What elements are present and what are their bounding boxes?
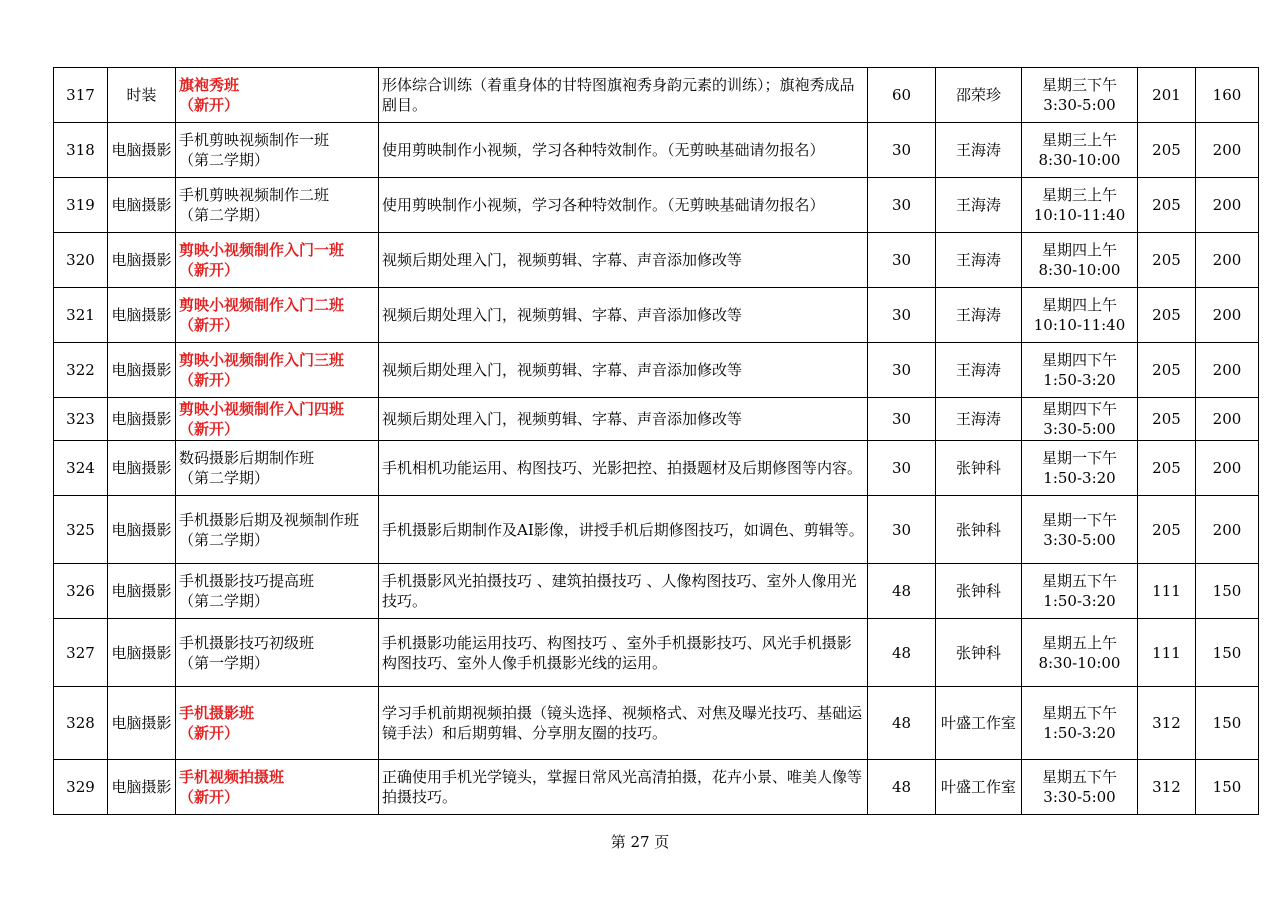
course-number: 318 xyxy=(54,123,108,178)
course-fee: 200 xyxy=(1196,343,1259,398)
course-name-sub: （新开） xyxy=(179,788,240,806)
course-hours: 48 xyxy=(868,687,936,760)
course-schedule xyxy=(1022,687,1138,760)
table-row xyxy=(54,233,1259,288)
course-name-title: 旗袍秀班 xyxy=(179,76,240,94)
course-category: 电脑摄影 xyxy=(108,343,176,398)
course-category: 电脑摄影 xyxy=(108,441,176,496)
schedule-time: 1:50-3:20 xyxy=(1043,724,1116,742)
course-teacher: 张钟科 xyxy=(936,496,1022,564)
course-description: 学习手机前期视频拍摄（镜头选择、视频格式、对焦及曝光技巧、基础运镜手法）和后期剪辑、分享朋友圈的技巧。 xyxy=(379,687,868,760)
course-category: 电脑摄影 xyxy=(108,619,176,687)
course-name-title: 剪映小视频制作入门二班 xyxy=(179,296,345,314)
table-row xyxy=(54,343,1259,398)
course-hours: 48 xyxy=(868,760,936,815)
schedule-time: 10:10-11:40 xyxy=(1033,316,1126,334)
course-teacher: 王海涛 xyxy=(936,233,1022,288)
course-name xyxy=(176,496,379,564)
course-number: 326 xyxy=(54,564,108,619)
course-hours: 30 xyxy=(868,178,936,233)
course-name-title: 手机视频拍摄班 xyxy=(179,768,285,786)
schedule-day: 星期五下午 xyxy=(1041,768,1117,786)
course-name-sub: （新开） xyxy=(179,420,240,438)
course-description: 视频后期处理入门，视频剪辑、字幕、声音添加修改等 xyxy=(379,288,868,343)
course-name-sub: （新开） xyxy=(179,371,240,389)
course-category: 时装 xyxy=(108,68,176,123)
course-name xyxy=(176,441,379,496)
course-hours: 48 xyxy=(868,564,936,619)
course-teacher: 叶盛工作室 xyxy=(936,687,1022,760)
course-teacher: 王海涛 xyxy=(936,288,1022,343)
course-teacher: 王海涛 xyxy=(936,123,1022,178)
course-fee: 200 xyxy=(1196,123,1259,178)
course-description: 使用剪映制作小视频，学习各种特效制作。（无剪映基础请勿报名） xyxy=(379,123,868,178)
course-schedule xyxy=(1022,564,1138,619)
course-number: 319 xyxy=(54,178,108,233)
course-teacher: 王海涛 xyxy=(936,343,1022,398)
course-name-sub: （新开） xyxy=(179,96,240,114)
course-name-title: 手机摄影后期及视频制作班（第二学期） xyxy=(179,510,360,549)
course-schedule xyxy=(1022,123,1138,178)
course-fee: 150 xyxy=(1196,619,1259,687)
schedule-day: 星期四上午 xyxy=(1041,296,1117,314)
course-fee: 200 xyxy=(1196,233,1259,288)
course-name-title: 手机剪映视频制作二班 xyxy=(179,186,330,204)
course-number: 325 xyxy=(54,496,108,564)
course-description: 手机相机功能运用、构图技巧、光影把控、拍摄题材及后期修图等内容。 xyxy=(379,441,868,496)
course-description: 手机摄影功能运用技巧、构图技巧 、室外手机摄影技巧、风光手机摄影构图技巧、室外人像手机摄影光线的运用。 xyxy=(379,619,868,687)
course-category: 电脑摄影 xyxy=(108,233,176,288)
table-row xyxy=(54,619,1259,687)
course-name-sub: （第二学期） xyxy=(179,151,270,169)
course-description: 视频后期处理入门，视频剪辑、字幕、声音添加修改等 xyxy=(379,343,868,398)
schedule-time: 3:30-5:00 xyxy=(1043,420,1116,438)
table-row xyxy=(54,178,1259,233)
course-schedule xyxy=(1022,441,1138,496)
course-category: 电脑摄影 xyxy=(108,687,176,760)
course-description: 手机摄影风光拍摄技巧 、建筑拍摄技巧 、人像构图技巧、室外人像用光技巧。 xyxy=(379,564,868,619)
course-hours: 30 xyxy=(868,496,936,564)
course-schedule xyxy=(1022,398,1138,441)
schedule-time: 1:50-3:20 xyxy=(1043,592,1116,610)
course-category: 电脑摄影 xyxy=(108,398,176,441)
course-number: 322 xyxy=(54,343,108,398)
course-room: 205 xyxy=(1138,123,1196,178)
course-schedule xyxy=(1022,496,1138,564)
course-table xyxy=(53,67,1259,815)
course-name-sub: （第一学期） xyxy=(179,653,270,672)
course-name xyxy=(176,687,379,760)
page-number: 第 27 页 xyxy=(610,833,670,851)
schedule-time: 1:50-3:20 xyxy=(1043,371,1116,389)
course-teacher: 叶盛工作室 xyxy=(936,760,1022,815)
schedule-day: 星期五下午 xyxy=(1041,572,1117,590)
course-schedule xyxy=(1022,619,1138,687)
course-number: 323 xyxy=(54,398,108,441)
course-room: 111 xyxy=(1138,619,1196,687)
course-teacher: 邵荣珍 xyxy=(936,68,1022,123)
schedule-time: 8:30-10:00 xyxy=(1038,653,1121,672)
course-hours: 48 xyxy=(868,619,936,687)
schedule-day: 星期五上午 xyxy=(1041,633,1117,652)
course-room: 201 xyxy=(1138,68,1196,123)
course-room: 205 xyxy=(1138,178,1196,233)
course-description: 视频后期处理入门，视频剪辑、字幕、声音添加修改等 xyxy=(379,233,868,288)
schedule-day: 星期一下午 xyxy=(1041,510,1117,529)
course-fee: 200 xyxy=(1196,398,1259,441)
table-row xyxy=(54,564,1259,619)
course-room: 205 xyxy=(1138,398,1196,441)
course-description: 形体综合训练（着重身体的甘特图旗袍秀身韵元素的训练）；旗袍秀成品剧目。 xyxy=(379,68,868,123)
course-number: 324 xyxy=(54,441,108,496)
schedule-day: 星期三下午 xyxy=(1041,76,1117,94)
course-fee: 150 xyxy=(1196,687,1259,760)
course-name-title: 手机摄影技巧提高班 xyxy=(179,572,315,590)
course-name xyxy=(176,619,379,687)
course-number: 327 xyxy=(54,619,108,687)
course-name-sub: （第二学期） xyxy=(179,592,270,610)
course-hours: 60 xyxy=(868,68,936,123)
course-name xyxy=(176,343,379,398)
schedule-time: 10:10-11:40 xyxy=(1033,206,1126,224)
course-schedule xyxy=(1022,343,1138,398)
course-name-sub: （新开） xyxy=(179,724,240,742)
schedule-time: 1:50-3:20 xyxy=(1043,469,1116,487)
course-room: 111 xyxy=(1138,564,1196,619)
table-row xyxy=(54,123,1259,178)
course-name-title: 手机剪映视频制作一班 xyxy=(179,131,330,149)
table-row xyxy=(54,68,1259,123)
course-room: 312 xyxy=(1138,687,1196,760)
course-name-title: 剪映小视频制作入门一班 xyxy=(179,241,345,259)
course-name-title: 剪映小视频制作入门三班 xyxy=(179,351,345,369)
course-category: 电脑摄影 xyxy=(108,564,176,619)
course-fee: 200 xyxy=(1196,441,1259,496)
course-number: 317 xyxy=(54,68,108,123)
course-name-title: 手机摄影技巧初级班 xyxy=(179,633,315,652)
course-name xyxy=(176,178,379,233)
course-room: 205 xyxy=(1138,233,1196,288)
course-name-sub: （第二学期） xyxy=(179,206,270,224)
table-row xyxy=(54,288,1259,343)
course-description: 视频后期处理入门，视频剪辑、字幕、声音添加修改等 xyxy=(379,398,868,441)
course-teacher: 王海涛 xyxy=(936,178,1022,233)
course-category: 电脑摄影 xyxy=(108,496,176,564)
schedule-time: 3:30-5:00 xyxy=(1043,788,1116,806)
course-fee: 150 xyxy=(1196,760,1259,815)
course-room: 312 xyxy=(1138,760,1196,815)
course-category: 电脑摄影 xyxy=(108,123,176,178)
course-hours: 30 xyxy=(868,343,936,398)
schedule-time: 8:30-10:00 xyxy=(1038,151,1121,169)
course-name xyxy=(176,233,379,288)
course-name-title: 数码摄影后期制作班 xyxy=(179,449,315,467)
schedule-time: 3:30-5:00 xyxy=(1043,530,1116,549)
schedule-day: 星期四下午 xyxy=(1041,351,1117,369)
course-number: 328 xyxy=(54,687,108,760)
table-row xyxy=(54,760,1259,815)
schedule-day: 星期五下午 xyxy=(1041,704,1117,722)
course-hours: 30 xyxy=(868,288,936,343)
table-row xyxy=(54,496,1259,564)
course-teacher: 张钟科 xyxy=(936,441,1022,496)
course-fee: 160 xyxy=(1196,68,1259,123)
course-number: 329 xyxy=(54,760,108,815)
course-hours: 30 xyxy=(868,233,936,288)
schedule-day: 星期四上午 xyxy=(1041,241,1117,259)
course-name xyxy=(176,760,379,815)
course-room: 205 xyxy=(1138,496,1196,564)
course-fee: 200 xyxy=(1196,178,1259,233)
course-teacher: 王海涛 xyxy=(936,398,1022,441)
course-name xyxy=(176,68,379,123)
course-description: 使用剪映制作小视频，学习各种特效制作。（无剪映基础请勿报名） xyxy=(379,178,868,233)
course-description: 手机摄影后期制作及AI影像，讲授手机后期修图技巧，如调色、剪辑等。 xyxy=(379,496,868,564)
table-row xyxy=(54,398,1259,441)
course-description: 正确使用手机光学镜头，掌握日常风光高清拍摄，花卉小景、唯美人像等拍摄技巧。 xyxy=(379,760,868,815)
table-row xyxy=(54,441,1259,496)
course-teacher: 张钟科 xyxy=(936,619,1022,687)
course-name xyxy=(176,564,379,619)
course-name xyxy=(176,123,379,178)
course-category: 电脑摄影 xyxy=(108,288,176,343)
course-teacher: 张钟科 xyxy=(936,564,1022,619)
course-name xyxy=(176,288,379,343)
course-name-sub: （第二学期） xyxy=(179,469,270,487)
course-fee: 200 xyxy=(1196,496,1259,564)
course-schedule xyxy=(1022,760,1138,815)
course-schedule xyxy=(1022,288,1138,343)
schedule-day: 星期三上午 xyxy=(1041,131,1117,149)
course-name-title: 手机摄影班 xyxy=(179,704,255,722)
course-schedule xyxy=(1022,178,1138,233)
course-schedule xyxy=(1022,233,1138,288)
course-name-title: 剪映小视频制作入门四班 xyxy=(179,400,345,418)
course-category: 电脑摄影 xyxy=(108,760,176,815)
course-number: 321 xyxy=(54,288,108,343)
schedule-time: 8:30-10:00 xyxy=(1038,261,1121,279)
course-schedule xyxy=(1022,68,1138,123)
schedule-time: 3:30-5:00 xyxy=(1043,96,1116,114)
course-fee: 200 xyxy=(1196,288,1259,343)
course-fee: 150 xyxy=(1196,564,1259,619)
course-name-sub: （新开） xyxy=(179,316,240,334)
course-name xyxy=(176,398,379,441)
course-hours: 30 xyxy=(868,123,936,178)
course-room: 205 xyxy=(1138,441,1196,496)
schedule-day: 星期四下午 xyxy=(1041,400,1117,418)
course-room: 205 xyxy=(1138,288,1196,343)
schedule-day: 星期三上午 xyxy=(1041,186,1117,204)
course-hours: 30 xyxy=(868,441,936,496)
table-row xyxy=(54,687,1259,760)
course-name-sub: （新开） xyxy=(179,261,240,279)
course-hours: 30 xyxy=(868,398,936,441)
course-number: 320 xyxy=(54,233,108,288)
schedule-day: 星期一下午 xyxy=(1041,449,1117,467)
course-room: 205 xyxy=(1138,343,1196,398)
course-category: 电脑摄影 xyxy=(108,178,176,233)
